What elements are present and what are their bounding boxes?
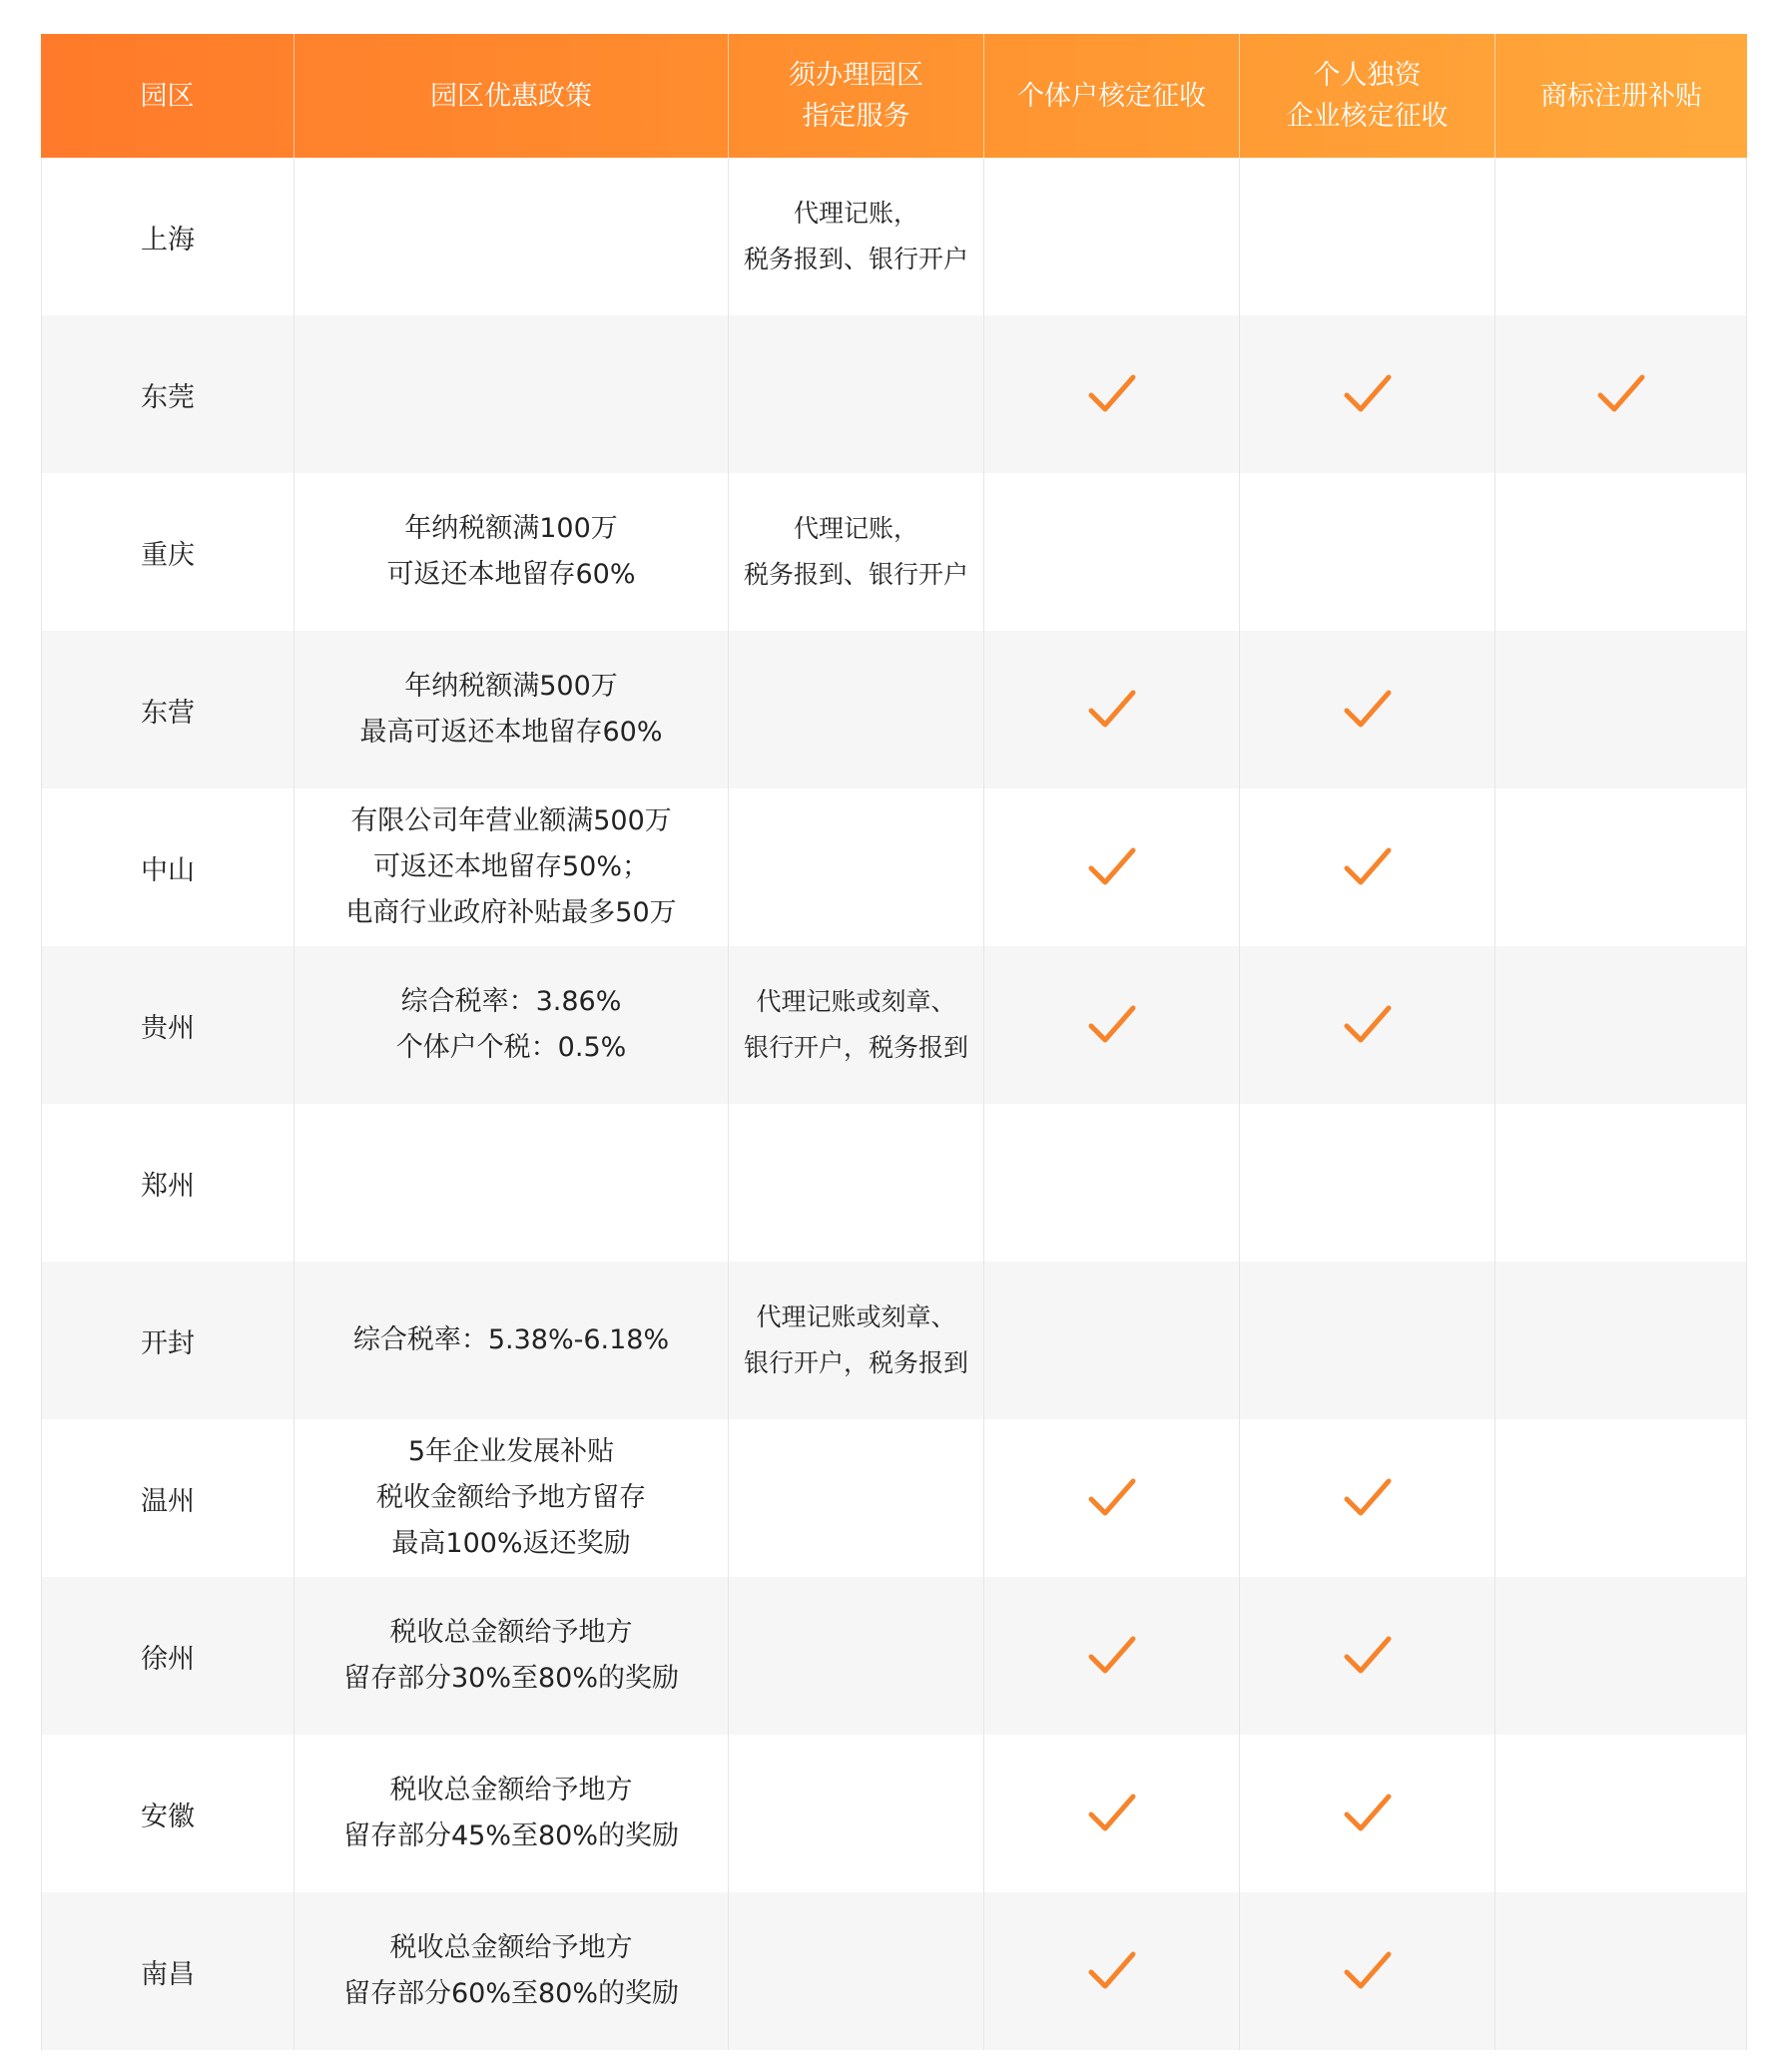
table-row: [41, 1104, 1747, 1262]
individual-assessed-tax-cell: [984, 1104, 1240, 1262]
table-row: [41, 946, 1747, 1104]
park-name-cell: 东莞: [41, 315, 295, 473]
required-service-cell: [729, 788, 984, 946]
header-label-line: 个体户核定征收: [1017, 80, 1206, 112]
header-park: [41, 34, 295, 158]
trademark-subsidy-cell: [1495, 1262, 1747, 1419]
service-line: 税务报到、银行开户: [743, 245, 968, 273]
policy-line: 个体户个税：0.5%: [395, 1032, 627, 1063]
individual-assessed-tax-cell: [984, 1735, 1240, 1892]
checkmark-icon: [1596, 371, 1646, 417]
sole-proprietor-assessed-tax-cell: [1240, 473, 1495, 631]
policy-cell: [295, 1892, 729, 2050]
policy-cell: [295, 315, 729, 473]
policy-line: 可返还本地留存60%: [386, 559, 636, 590]
trademark-subsidy-cell: [1495, 1892, 1747, 2050]
required-service-cell: [729, 1892, 984, 2050]
policy-cell: [295, 1262, 729, 1419]
sole-proprietor-assessed-tax-cell: [1240, 788, 1495, 946]
checkmark-icon: [1087, 1475, 1137, 1521]
individual-assessed-tax-cell: [984, 473, 1240, 631]
sole-proprietor-assessed-tax-cell: [1240, 158, 1495, 315]
park-name-cell: 开封: [41, 1262, 295, 1419]
checkmark-icon: [1343, 1948, 1393, 1994]
checkmark-icon: [1343, 1002, 1393, 1048]
policy-line: 最高100%返还奖励: [391, 1528, 631, 1559]
trademark-subsidy-cell: [1495, 631, 1747, 788]
policy-line: 可返还本地留存50%；: [372, 851, 649, 882]
table-row: [41, 1892, 1747, 2050]
trademark-subsidy-cell: [1495, 1419, 1747, 1577]
required-service-cell: [729, 946, 984, 1104]
header-label-line: 企业核定征收: [1286, 101, 1449, 132]
table-row: [41, 788, 1747, 946]
service-line: 代理记账，: [793, 199, 918, 228]
header-label-line: 须办理园区: [789, 60, 923, 91]
checkmark-icon: [1343, 1791, 1393, 1836]
individual-assessed-tax-cell: [984, 1577, 1240, 1735]
policy-cell: [295, 1104, 729, 1262]
policy-line: 年纳税额满500万: [404, 671, 618, 702]
header-individual-assessed-tax: [984, 34, 1240, 158]
table-row: [41, 315, 1747, 473]
policy-cell: [295, 788, 729, 946]
header-label-line: 园区: [140, 80, 195, 112]
individual-assessed-tax-cell: [984, 1892, 1240, 2050]
header-label-line: 园区优惠政策: [430, 80, 592, 112]
park-name-cell: 中山: [41, 788, 295, 946]
checkmark-icon: [1087, 1002, 1137, 1048]
header-label-line: 个人独资: [1313, 60, 1422, 91]
sole-proprietor-assessed-tax-cell: [1240, 1735, 1495, 1892]
table-row: [41, 1262, 1747, 1419]
policy-line: 5年企业发展补贴: [407, 1436, 615, 1467]
required-service-cell: [729, 1419, 984, 1577]
trademark-subsidy-cell: [1495, 1577, 1747, 1735]
required-service-cell: [729, 1735, 984, 1892]
required-service-cell: [729, 631, 984, 788]
park-name-cell: 重庆: [41, 473, 295, 631]
sole-proprietor-assessed-tax-cell: [1240, 1262, 1495, 1419]
checkmark-icon: [1087, 371, 1137, 417]
checkmark-icon: [1343, 371, 1393, 417]
table-row: [41, 473, 1747, 631]
park-name-cell: 温州: [41, 1419, 295, 1577]
park-name-cell: 东营: [41, 631, 295, 788]
table-row: [41, 1735, 1747, 1892]
policy-line: 留存部分30%至80%的奖励: [342, 1663, 680, 1694]
policy-line: 税收总金额给予地方: [389, 1775, 633, 1806]
checkmark-icon: [1343, 1475, 1393, 1521]
service-line: 代理记账，: [793, 514, 918, 543]
sole-proprietor-assessed-tax-cell: [1240, 1104, 1495, 1262]
policy-line: 年纳税额满100万: [404, 513, 618, 544]
park-name-cell: 安徽: [41, 1735, 295, 1892]
policy-line: 有限公司年营业额满500万: [350, 805, 672, 836]
sole-proprietor-assessed-tax-cell: [1240, 1892, 1495, 2050]
header-sole-proprietor-assessed-tax: [1240, 34, 1495, 158]
policy-line: 留存部分45%至80%的奖励: [342, 1820, 680, 1851]
service-line: 代理记账或刻章、: [756, 1302, 956, 1331]
header-label-line: 指定服务: [802, 101, 910, 132]
policy-cell: [295, 1735, 729, 1892]
policy-line: 综合税率：3.86%: [400, 986, 622, 1017]
policy-cell: [295, 946, 729, 1104]
checkmark-icon: [1087, 844, 1137, 890]
policy-line: 税收总金额给予地方: [389, 1617, 633, 1648]
individual-assessed-tax-cell: [984, 1262, 1240, 1419]
service-line: 银行开户，税务报到: [743, 1033, 968, 1062]
sole-proprietor-assessed-tax-cell: [1240, 946, 1495, 1104]
park-name-cell: 上海: [41, 158, 295, 315]
individual-assessed-tax-cell: [984, 946, 1240, 1104]
sole-proprietor-assessed-tax-cell: [1240, 631, 1495, 788]
header-label-line: 商标注册补贴: [1540, 80, 1702, 112]
checkmark-icon: [1087, 687, 1137, 733]
individual-assessed-tax-cell: [984, 158, 1240, 315]
table-row: [41, 631, 1747, 788]
sole-proprietor-assessed-tax-cell: [1240, 1577, 1495, 1735]
service-line: 银行开户，税务报到: [743, 1348, 968, 1377]
park-name-cell: 郑州: [41, 1104, 295, 1262]
required-service-cell: [729, 1262, 984, 1419]
trademark-subsidy-cell: [1495, 158, 1747, 315]
trademark-subsidy-cell: [1495, 473, 1747, 631]
policy-line: 综合税率：5.38%-6.18%: [352, 1324, 670, 1355]
required-service-cell: [729, 1104, 984, 1262]
policy-comparison-table: [41, 34, 1747, 2050]
park-name-cell: 贵州: [41, 946, 295, 1104]
policy-line: 税收金额给予地方留存: [376, 1482, 646, 1513]
policy-cell: [295, 631, 729, 788]
checkmark-icon: [1087, 1633, 1137, 1679]
park-name-cell: 南昌: [41, 1892, 295, 2050]
trademark-subsidy-cell: [1495, 788, 1747, 946]
park-name-cell: 徐州: [41, 1577, 295, 1735]
policy-line: 留存部分60%至80%的奖励: [342, 1978, 680, 2009]
required-service-cell: [729, 473, 984, 631]
checkmark-icon: [1343, 844, 1393, 890]
service-line: 税务报到、银行开户: [743, 560, 968, 589]
policy-cell: [295, 473, 729, 631]
table-body: [41, 158, 1747, 2050]
checkmark-icon: [1087, 1791, 1137, 1836]
header-required-service: [729, 34, 984, 158]
individual-assessed-tax-cell: [984, 631, 1240, 788]
sole-proprietor-assessed-tax-cell: [1240, 1419, 1495, 1577]
checkmark-icon: [1343, 1633, 1393, 1679]
trademark-subsidy-cell: [1495, 1104, 1747, 1262]
required-service-cell: [729, 315, 984, 473]
header-trademark-subsidy: [1495, 34, 1747, 158]
policy-line: 最高可返还本地留存60%: [359, 717, 663, 748]
policy-line: 电商行业政府补贴最多50万: [345, 897, 677, 928]
trademark-subsidy-cell: [1495, 1735, 1747, 1892]
policy-cell: [295, 1577, 729, 1735]
individual-assessed-tax-cell: [984, 788, 1240, 946]
checkmark-icon: [1343, 687, 1393, 733]
table-row: [41, 1577, 1747, 1735]
checkmark-icon: [1087, 1948, 1137, 1994]
required-service-cell: [729, 1577, 984, 1735]
sole-proprietor-assessed-tax-cell: [1240, 315, 1495, 473]
table-row: [41, 1419, 1747, 1577]
policy-cell: [295, 158, 729, 315]
trademark-subsidy-cell: [1495, 946, 1747, 1104]
trademark-subsidy-cell: [1495, 315, 1747, 473]
individual-assessed-tax-cell: [984, 315, 1240, 473]
required-service-cell: [729, 158, 984, 315]
table-header-row: [41, 34, 1747, 158]
header-policy: [295, 34, 729, 158]
policy-cell: [295, 1419, 729, 1577]
individual-assessed-tax-cell: [984, 1419, 1240, 1577]
service-line: 代理记账或刻章、: [756, 987, 956, 1016]
table-row: [41, 158, 1747, 315]
policy-line: 税收总金额给予地方: [389, 1932, 633, 1963]
